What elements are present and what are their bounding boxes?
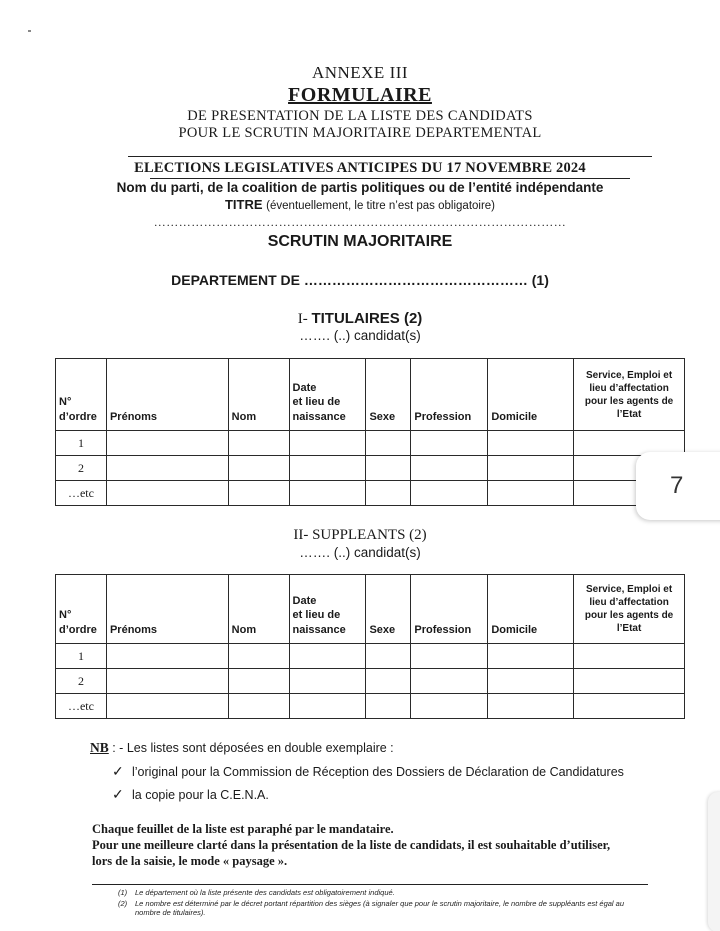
check-item-text: l’original pour la Commission de Réception des Dossiers de Déclaration de Candidatures [132,765,624,779]
suppleants-table [55,574,685,719]
cell-sexe[interactable] [366,669,411,694]
scan-speck [28,30,31,32]
footnote-2-mark: (2) [118,899,128,908]
party-name-line: Nom du parti, de la coalition de partis politiques ou de l’entité indépendante [116,180,604,195]
page-number-indicator[interactable] [636,452,720,520]
cell-profession[interactable] [411,481,488,506]
nb-tag: NB [90,740,109,755]
cell-profession[interactable] [411,456,488,481]
suppleants-heading: II- SUPPLEANTS (2) [293,527,427,543]
col-date-lieu: Date et lieu de naissance [289,575,366,644]
presentation-line-1: DE PRESENTATION DE LA LISTE DES CANDIDATS [187,108,533,124]
cell-prenoms[interactable] [106,694,228,719]
cell-profession[interactable] [411,694,488,719]
cell-profession[interactable] [411,431,488,456]
cell-nom[interactable] [228,431,289,456]
footnote-1-mark: (1) [118,888,128,897]
nb-note [90,740,394,756]
cell-domicile[interactable] [488,669,574,694]
col-nom: Nom [228,575,289,644]
col-nom: Nom [228,359,289,431]
cell-nom[interactable] [228,694,289,719]
footnote-2-text: Le nombre est déterminé par le décret portant répartition des sièges (à signaler que pour le scrutin majoritaire, le nombre de suppléants est égal au nombre de titulaires). [135,899,625,918]
col-prenoms: Prénoms [106,359,228,431]
side-panel-handle[interactable] [708,792,720,931]
suppleants-count: ……. (..) candidat(s) [299,545,421,560]
cell-prenoms[interactable] [106,431,228,456]
col-profession: Profession [411,575,488,644]
titulaires-count: ……. (..) candidat(s) [299,328,421,343]
cell-sexe[interactable] [366,481,411,506]
table-header-row [56,359,685,431]
check-item-text: la copie pour la C.E.N.A. [132,788,269,802]
cell-nom[interactable] [228,456,289,481]
elections-underline [150,178,630,179]
col-date-lieu: Date et lieu de naissance [289,359,366,431]
cell-domicile[interactable] [488,431,574,456]
cell-domicile[interactable] [488,644,574,669]
cell-profession[interactable] [411,644,488,669]
elections-heading: ELECTIONS LEGISLATIVES ANTICIPES DU 17 NOVEMBRE 2024 [134,160,586,176]
row-number: 2 [56,669,107,694]
cell-sexe[interactable] [366,456,411,481]
cell-nom[interactable] [228,669,289,694]
row-number: 1 [56,644,107,669]
col-ordre: N° d’ordre [56,575,107,644]
cell-date-lieu[interactable] [289,431,366,456]
cell-sexe[interactable] [366,694,411,719]
clarity-note-line-2: lors de la saisie, le mode « paysage ». [92,854,288,868]
titre-label: TITRE [224,197,263,212]
cell-date-lieu[interactable] [289,694,366,719]
table-row [56,456,685,481]
cell-sexe[interactable] [366,644,411,669]
cell-nom[interactable] [228,481,289,506]
table-header-row [56,575,685,644]
header-divider [128,156,652,157]
col-sexe: Sexe [366,359,411,431]
cell-date-lieu[interactable] [289,456,366,481]
cell-prenoms[interactable] [106,669,228,694]
nb-text: : - Les listes sont déposées en double exemplaire : [108,741,394,755]
table-row [56,431,685,456]
cell-sexe[interactable] [366,431,411,456]
dotted-fill-line: ……………………………………………………………………………………… [153,215,567,229]
row-number: 1 [56,431,107,456]
col-ordre: N° d’ordre [56,359,107,431]
cell-prenoms[interactable] [106,456,228,481]
table-row [56,481,685,506]
cell-domicile[interactable] [488,481,574,506]
departement-line: DEPARTEMENT DE ………………………………………… (1) [171,272,549,288]
titulaires-table [55,358,685,506]
cell-service[interactable] [574,669,685,694]
cell-prenoms[interactable] [106,481,228,506]
row-number: …etc [56,694,107,719]
titulaires-label: TITULAIRES (2) [311,310,423,327]
titre-line [0,197,720,212]
paraphe-note: Chaque feuillet de la liste est paraphé par le mandataire. [92,822,394,836]
cell-domicile[interactable] [488,456,574,481]
col-service: Service, Emploi et lieu d’affectation pour les agents de l’Etat [574,575,685,644]
cell-date-lieu[interactable] [289,481,366,506]
check-item [112,763,624,780]
col-sexe: Sexe [366,575,411,644]
cell-service[interactable] [574,694,685,719]
row-number: 2 [56,456,107,481]
check-item [112,786,269,803]
col-profession: Profession [411,359,488,431]
col-service: Service, Emploi et lieu d’affectation pour les agents de l’Etat [574,359,685,431]
table-row [56,644,685,669]
footnote-divider [92,884,648,885]
table-row [56,669,685,694]
row-number: …etc [56,481,107,506]
col-domicile: Domicile [488,359,574,431]
titre-note: (éventuellement, le titre n’est pas obligatoire) [266,200,496,212]
cell-domicile[interactable] [488,694,574,719]
titulaires-prefix: I- [297,311,308,327]
cell-nom[interactable] [228,644,289,669]
cell-date-lieu[interactable] [289,644,366,669]
checkmark-icon: ✓ [112,786,124,802]
cell-service[interactable] [574,644,685,669]
cell-prenoms[interactable] [106,644,228,669]
titulaires-heading [0,310,720,328]
col-domicile: Domicile [488,575,574,644]
cell-profession[interactable] [411,669,488,694]
formulaire-title: FORMULAIRE [288,84,432,106]
scrutin-heading: SCRUTIN MAJORITAIRE [267,233,453,250]
checkmark-icon: ✓ [112,763,124,779]
footnote-1-text: Le département où la liste présente des candidats est obligatoirement indiqué. [135,888,395,897]
cell-date-lieu[interactable] [289,669,366,694]
presentation-line-2: POUR LE SCRUTIN MAJORITAIRE DEPARTEMENTAL [178,125,542,141]
table-row [56,694,685,719]
col-prenoms: Prénoms [106,575,228,644]
page-number: 7 [670,472,684,499]
clarity-note-line-1: Pour une meilleure clarté dans la présentation de la liste de candidats, il est souhaitable d’utiliser, [92,838,611,852]
annexe-title: ANNEXE III [311,63,409,82]
